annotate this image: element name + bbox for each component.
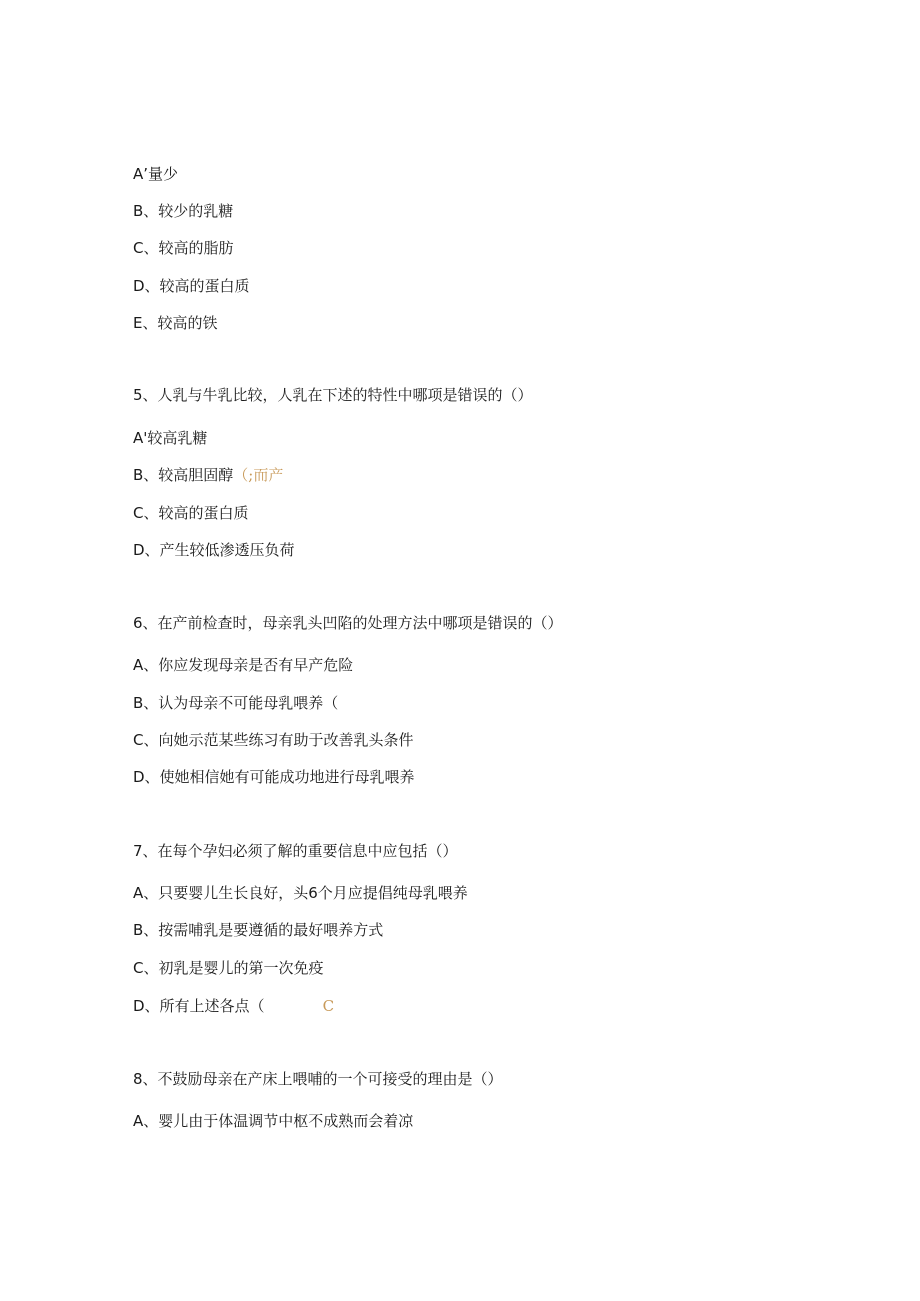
- q7-option-a: A、只要婴儿生长良好，头6个月应提倡纯母乳喂养: [133, 884, 468, 902]
- q5-option-b-line: [133, 465, 283, 485]
- q6-option-c: C、向她示范某些练习有助于改善乳头条件: [133, 731, 414, 749]
- q4-option-d: D、较高的蛋白质: [133, 277, 250, 295]
- q4-option-a: A’量少: [133, 165, 179, 183]
- q7-option-b: B、按需哺乳是要遵循的最好喂养方式: [133, 921, 384, 939]
- q7-question: 7、在每个孕妇必须了解的重要信息中应包括（）: [133, 842, 458, 860]
- q5-option-d: D、产生较低渗透压负荷: [133, 541, 295, 559]
- q4-option-e: E、较高的铁: [133, 314, 218, 332]
- q6-question: 6、在产前检查时，母亲乳头凹陷的处理方法中哪项是错误的（）: [133, 614, 563, 632]
- q4-option-b: B、较少的乳糖: [133, 202, 234, 220]
- q5-option-c: C、较高的蛋白质: [133, 504, 249, 522]
- q7-option-c: C、初乳是婴儿的第一次免疫: [133, 959, 324, 977]
- q7-option-d-line: [133, 996, 334, 1016]
- q8-question: 8、不鼓励母亲在产床上喂哺的一个可接受的理由是（）: [133, 1070, 503, 1088]
- q6-option-a: A、你应发现母亲是否有早产危险: [133, 656, 354, 674]
- q5-question: 5、人乳与牛乳比较，人乳在下述的特性中哪项是错误的（）: [133, 386, 533, 404]
- q7-option-d-note: C: [322, 997, 335, 1015]
- q8-option-a: A、婴儿由于体温调节中枢不成熟而会着凉: [133, 1112, 414, 1130]
- q7-option-d: D、所有上述各点（: [133, 997, 265, 1015]
- q4-option-c: C、较高的脂肪: [133, 239, 234, 257]
- q6-option-b: B、认为母亲不可能母乳喂养（: [133, 694, 339, 712]
- q6-option-d: D、使她相信她有可能成功地进行母乳喂养: [133, 768, 415, 786]
- q5-option-a: A'较高乳糖: [133, 429, 208, 447]
- q5-option-b: B、较高胆固醇: [133, 466, 234, 484]
- q5-option-b-note: （;而产: [233, 466, 284, 484]
